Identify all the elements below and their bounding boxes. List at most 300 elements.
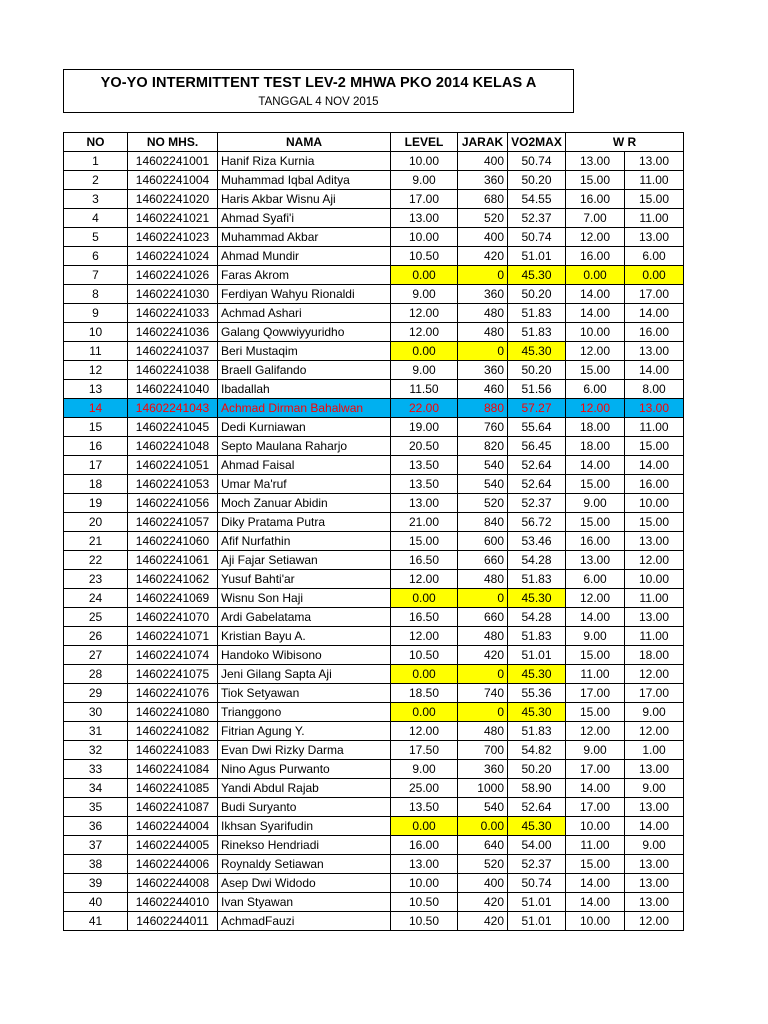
cell-level[interactable]: 13.00 [391,494,458,513]
cell-no[interactable]: 3 [64,190,128,209]
cell-nim[interactable]: 14602241048 [128,437,218,456]
cell-r[interactable]: 11.00 [625,627,684,646]
cell-jarak[interactable]: 480 [458,323,508,342]
cell-no[interactable]: 30 [64,703,128,722]
table-row[interactable] [64,190,684,209]
cell-no[interactable]: 23 [64,570,128,589]
cell-w[interactable]: 9.00 [566,741,625,760]
cell-jarak[interactable]: 1000 [458,779,508,798]
cell-nim[interactable]: 14602241045 [128,418,218,437]
cell-w[interactable]: 15.00 [566,475,625,494]
cell-nim[interactable]: 14602241074 [128,646,218,665]
cell-w[interactable]: 11.00 [566,836,625,855]
cell-jarak[interactable]: 400 [458,228,508,247]
cell-no[interactable]: 25 [64,608,128,627]
cell-level[interactable]: 13.50 [391,798,458,817]
cell-r[interactable]: 17.00 [625,285,684,304]
cell-nama[interactable]: Ahmad Faisal [218,456,391,475]
cell-w[interactable]: 15.00 [566,646,625,665]
table-row[interactable] [64,380,684,399]
cell-nim[interactable]: 14602241043 [128,399,218,418]
table-row[interactable] [64,760,684,779]
cell-no[interactable]: 40 [64,893,128,912]
cell-level[interactable]: 12.00 [391,323,458,342]
cell-vo2max[interactable]: 53.46 [508,532,566,551]
cell-vo2max[interactable]: 45.30 [508,817,566,836]
table-row[interactable] [64,418,684,437]
cell-nim[interactable]: 14602241087 [128,798,218,817]
cell-level[interactable]: 10.00 [391,874,458,893]
cell-w[interactable]: 14.00 [566,608,625,627]
table-row[interactable] [64,570,684,589]
cell-nim[interactable]: 14602244008 [128,874,218,893]
cell-level[interactable]: 13.00 [391,209,458,228]
cell-nama[interactable]: Kristian Bayu A. [218,627,391,646]
table-row[interactable] [64,741,684,760]
table-row[interactable] [64,912,684,931]
cell-vo2max[interactable]: 51.01 [508,247,566,266]
cell-level[interactable]: 13.50 [391,456,458,475]
cell-vo2max[interactable]: 50.74 [508,874,566,893]
cell-w[interactable]: 10.00 [566,912,625,931]
cell-nim[interactable]: 14602241026 [128,266,218,285]
cell-r[interactable]: 12.00 [625,722,684,741]
cell-r[interactable]: 1.00 [625,741,684,760]
cell-jarak[interactable]: 360 [458,760,508,779]
cell-level[interactable]: 10.50 [391,893,458,912]
cell-nama[interactable]: Achmad Ashari [218,304,391,323]
cell-vo2max[interactable]: 52.37 [508,494,566,513]
cell-vo2max[interactable]: 54.00 [508,836,566,855]
cell-nama[interactable]: Hanif Riza Kurnia [218,152,391,171]
table-row[interactable] [64,798,684,817]
cell-nim[interactable]: 14602241038 [128,361,218,380]
cell-w[interactable]: 14.00 [566,285,625,304]
cell-nim[interactable]: 14602241080 [128,703,218,722]
cell-no[interactable]: 27 [64,646,128,665]
cell-jarak[interactable]: 740 [458,684,508,703]
cell-no[interactable]: 17 [64,456,128,475]
table-row[interactable] [64,817,684,836]
cell-nama[interactable]: AchmadFauzi [218,912,391,931]
cell-vo2max[interactable]: 55.64 [508,418,566,437]
table-row[interactable] [64,513,684,532]
table-row[interactable] [64,171,684,190]
table-row[interactable] [64,437,684,456]
cell-r[interactable]: 14.00 [625,817,684,836]
cell-nama[interactable]: Rinekso Hendriadi [218,836,391,855]
cell-vo2max[interactable]: 52.64 [508,798,566,817]
table-row[interactable] [64,399,684,418]
cell-w[interactable]: 15.00 [566,513,625,532]
cell-vo2max[interactable]: 45.30 [508,266,566,285]
cell-w[interactable]: 17.00 [566,798,625,817]
cell-jarak[interactable]: 520 [458,494,508,513]
cell-no[interactable]: 34 [64,779,128,798]
cell-nama[interactable]: Jeni Gilang Sapta Aji [218,665,391,684]
cell-w[interactable]: 16.00 [566,532,625,551]
cell-w[interactable]: 7.00 [566,209,625,228]
cell-nama[interactable]: Handoko Wibisono [218,646,391,665]
cell-jarak[interactable]: 820 [458,437,508,456]
cell-jarak[interactable]: 600 [458,532,508,551]
cell-no[interactable]: 28 [64,665,128,684]
cell-nama[interactable]: Muhammad Akbar [218,228,391,247]
table-row[interactable] [64,475,684,494]
cell-w[interactable]: 12.00 [566,589,625,608]
table-row[interactable] [64,551,684,570]
cell-nama[interactable]: Fitrian Agung Y. [218,722,391,741]
cell-no[interactable]: 18 [64,475,128,494]
cell-nama[interactable]: Ahmad Mundir [218,247,391,266]
cell-vo2max[interactable]: 50.74 [508,152,566,171]
cell-nama[interactable]: Diky Pratama Putra [218,513,391,532]
cell-level[interactable]: 22.00 [391,399,458,418]
cell-no[interactable]: 8 [64,285,128,304]
cell-jarak[interactable]: 420 [458,247,508,266]
cell-jarak[interactable]: 460 [458,380,508,399]
cell-vo2max[interactable]: 51.83 [508,722,566,741]
cell-w[interactable]: 13.00 [566,152,625,171]
cell-vo2max[interactable]: 54.82 [508,741,566,760]
cell-r[interactable]: 13.00 [625,608,684,627]
cell-vo2max[interactable]: 50.20 [508,361,566,380]
cell-nama[interactable]: Ibadallah [218,380,391,399]
table-row[interactable] [64,703,684,722]
cell-w[interactable]: 15.00 [566,171,625,190]
cell-w[interactable]: 14.00 [566,874,625,893]
cell-w[interactable]: 6.00 [566,570,625,589]
table-row[interactable] [64,665,684,684]
cell-nama[interactable]: Wisnu Son Haji [218,589,391,608]
cell-r[interactable]: 14.00 [625,456,684,475]
cell-w[interactable]: 9.00 [566,494,625,513]
cell-level[interactable]: 18.50 [391,684,458,703]
cell-no[interactable]: 41 [64,912,128,931]
cell-vo2max[interactable]: 45.30 [508,703,566,722]
cell-level[interactable]: 11.50 [391,380,458,399]
cell-r[interactable]: 18.00 [625,646,684,665]
table-row[interactable] [64,361,684,380]
cell-level[interactable]: 12.00 [391,570,458,589]
table-row[interactable] [64,646,684,665]
header-nama[interactable]: NAMA [218,133,391,152]
cell-jarak[interactable]: 420 [458,893,508,912]
cell-level[interactable]: 15.00 [391,532,458,551]
cell-r[interactable]: 6.00 [625,247,684,266]
cell-r[interactable]: 16.00 [625,475,684,494]
cell-no[interactable]: 32 [64,741,128,760]
cell-w[interactable]: 0.00 [566,266,625,285]
cell-vo2max[interactable]: 51.83 [508,570,566,589]
cell-r[interactable]: 8.00 [625,380,684,399]
cell-w[interactable]: 12.00 [566,722,625,741]
cell-level[interactable]: 19.00 [391,418,458,437]
header-no[interactable]: NO [64,133,128,152]
cell-jarak[interactable]: 0 [458,589,508,608]
cell-w[interactable]: 12.00 [566,399,625,418]
cell-r[interactable]: 13.00 [625,342,684,361]
cell-nama[interactable]: Achmad Dirman Bahalwan [218,399,391,418]
cell-vo2max[interactable]: 51.01 [508,893,566,912]
cell-jarak[interactable]: 480 [458,304,508,323]
table-row[interactable] [64,627,684,646]
cell-nim[interactable]: 14602241037 [128,342,218,361]
cell-r[interactable]: 13.00 [625,874,684,893]
header-wr[interactable]: W R [566,133,684,152]
cell-r[interactable]: 9.00 [625,703,684,722]
cell-vo2max[interactable]: 52.37 [508,209,566,228]
cell-nama[interactable]: Ardi Gabelatama [218,608,391,627]
cell-nim[interactable]: 14602241056 [128,494,218,513]
cell-jarak[interactable]: 0.00 [458,817,508,836]
cell-w[interactable]: 14.00 [566,456,625,475]
cell-level[interactable]: 16.50 [391,551,458,570]
cell-nama[interactable]: Muhammad Iqbal Aditya [218,171,391,190]
cell-level[interactable]: 16.50 [391,608,458,627]
cell-nim[interactable]: 14602241075 [128,665,218,684]
header-level[interactable]: LEVEL [391,133,458,152]
cell-no[interactable]: 6 [64,247,128,266]
cell-jarak[interactable]: 420 [458,646,508,665]
cell-r[interactable]: 10.00 [625,494,684,513]
cell-level[interactable]: 12.00 [391,304,458,323]
cell-no[interactable]: 37 [64,836,128,855]
cell-r[interactable]: 11.00 [625,209,684,228]
cell-nama[interactable]: Moch Zanuar Abidin [218,494,391,513]
cell-nim[interactable]: 14602241060 [128,532,218,551]
cell-level[interactable]: 10.50 [391,247,458,266]
cell-r[interactable]: 15.00 [625,190,684,209]
cell-nama[interactable]: Budi Suryanto [218,798,391,817]
table-row[interactable] [64,342,684,361]
cell-r[interactable]: 13.00 [625,893,684,912]
cell-jarak[interactable]: 400 [458,152,508,171]
cell-jarak[interactable]: 360 [458,285,508,304]
table-row[interactable] [64,228,684,247]
cell-jarak[interactable]: 660 [458,551,508,570]
cell-no[interactable]: 7 [64,266,128,285]
cell-nama[interactable]: Beri Mustaqim [218,342,391,361]
cell-level[interactable]: 16.00 [391,836,458,855]
cell-nim[interactable]: 14602241024 [128,247,218,266]
cell-level[interactable]: 0.00 [391,589,458,608]
cell-nim[interactable]: 14602241030 [128,285,218,304]
cell-no[interactable]: 15 [64,418,128,437]
cell-nim[interactable]: 14602241061 [128,551,218,570]
cell-w[interactable]: 17.00 [566,684,625,703]
table-row[interactable] [64,209,684,228]
cell-level[interactable]: 0.00 [391,342,458,361]
cell-nim[interactable]: 14602244010 [128,893,218,912]
cell-nama[interactable]: Evan Dwi Rizky Darma [218,741,391,760]
cell-no[interactable]: 12 [64,361,128,380]
cell-vo2max[interactable]: 45.30 [508,665,566,684]
cell-level[interactable]: 9.00 [391,171,458,190]
cell-jarak[interactable]: 0 [458,342,508,361]
table-row[interactable] [64,304,684,323]
cell-jarak[interactable]: 360 [458,171,508,190]
cell-nim[interactable]: 14602241051 [128,456,218,475]
cell-w[interactable]: 10.00 [566,817,625,836]
cell-w[interactable]: 13.00 [566,551,625,570]
cell-nim[interactable]: 14602244011 [128,912,218,931]
cell-nim[interactable]: 14602241023 [128,228,218,247]
cell-w[interactable]: 14.00 [566,779,625,798]
table-row[interactable] [64,247,684,266]
cell-jarak[interactable]: 520 [458,855,508,874]
cell-w[interactable]: 12.00 [566,342,625,361]
cell-nama[interactable]: Nino Agus Purwanto [218,760,391,779]
cell-r[interactable]: 9.00 [625,836,684,855]
cell-jarak[interactable]: 640 [458,836,508,855]
cell-r[interactable]: 10.00 [625,570,684,589]
cell-no[interactable]: 14 [64,399,128,418]
cell-vo2max[interactable]: 52.64 [508,456,566,475]
cell-jarak[interactable]: 480 [458,627,508,646]
cell-r[interactable]: 13.00 [625,228,684,247]
cell-level[interactable]: 10.50 [391,912,458,931]
table-row[interactable] [64,532,684,551]
cell-vo2max[interactable]: 56.72 [508,513,566,532]
cell-r[interactable]: 12.00 [625,912,684,931]
cell-level[interactable]: 0.00 [391,665,458,684]
table-row[interactable] [64,608,684,627]
cell-jarak[interactable]: 880 [458,399,508,418]
cell-nim[interactable]: 14602244004 [128,817,218,836]
cell-w[interactable]: 14.00 [566,893,625,912]
cell-jarak[interactable]: 520 [458,209,508,228]
cell-w[interactable]: 15.00 [566,361,625,380]
cell-no[interactable]: 22 [64,551,128,570]
cell-no[interactable]: 31 [64,722,128,741]
table-row[interactable] [64,152,684,171]
cell-w[interactable]: 16.00 [566,190,625,209]
cell-r[interactable]: 11.00 [625,418,684,437]
table-row[interactable] [64,285,684,304]
cell-vo2max[interactable]: 52.64 [508,475,566,494]
cell-w[interactable]: 9.00 [566,627,625,646]
cell-vo2max[interactable]: 51.83 [508,627,566,646]
cell-r[interactable]: 13.00 [625,855,684,874]
cell-no[interactable]: 26 [64,627,128,646]
cell-level[interactable]: 20.50 [391,437,458,456]
cell-no[interactable]: 39 [64,874,128,893]
cell-level[interactable]: 10.00 [391,228,458,247]
cell-vo2max[interactable]: 58.90 [508,779,566,798]
cell-nim[interactable]: 14602241076 [128,684,218,703]
cell-no[interactable]: 16 [64,437,128,456]
cell-w[interactable]: 10.00 [566,323,625,342]
table-row[interactable] [64,266,684,285]
cell-level[interactable]: 9.00 [391,285,458,304]
cell-vo2max[interactable]: 57.27 [508,399,566,418]
cell-level[interactable]: 21.00 [391,513,458,532]
cell-nama[interactable]: Aji Fajar Setiawan [218,551,391,570]
cell-nama[interactable]: Trianggono [218,703,391,722]
table-row[interactable] [64,589,684,608]
cell-level[interactable]: 13.00 [391,855,458,874]
cell-no[interactable]: 38 [64,855,128,874]
cell-nim[interactable]: 14602241071 [128,627,218,646]
cell-level[interactable]: 10.50 [391,646,458,665]
cell-nama[interactable]: Umar Ma'ruf [218,475,391,494]
table-row[interactable] [64,684,684,703]
cell-jarak[interactable]: 840 [458,513,508,532]
cell-no[interactable]: 20 [64,513,128,532]
cell-level[interactable]: 17.50 [391,741,458,760]
cell-vo2max[interactable]: 50.20 [508,760,566,779]
cell-level[interactable]: 12.00 [391,722,458,741]
cell-w[interactable]: 12.00 [566,228,625,247]
cell-nim[interactable]: 14602241057 [128,513,218,532]
cell-nim[interactable]: 14602241082 [128,722,218,741]
cell-vo2max[interactable]: 50.20 [508,171,566,190]
cell-vo2max[interactable]: 50.74 [508,228,566,247]
cell-nama[interactable]: Afif Nurfathin [218,532,391,551]
cell-nim[interactable]: 14602241021 [128,209,218,228]
cell-nim[interactable]: 14602241036 [128,323,218,342]
cell-r[interactable]: 14.00 [625,361,684,380]
cell-nama[interactable]: Yandi Abdul Rajab [218,779,391,798]
cell-level[interactable]: 0.00 [391,266,458,285]
cell-r[interactable]: 13.00 [625,798,684,817]
cell-nama[interactable]: Ahmad Syafi'i [218,209,391,228]
header-nim[interactable]: NO MHS. [128,133,218,152]
cell-jarak[interactable]: 400 [458,874,508,893]
cell-vo2max[interactable]: 51.83 [508,323,566,342]
table-row[interactable] [64,722,684,741]
cell-r[interactable]: 11.00 [625,171,684,190]
cell-level[interactable]: 10.00 [391,152,458,171]
cell-w[interactable]: 11.00 [566,665,625,684]
cell-vo2max[interactable]: 51.83 [508,304,566,323]
cell-no[interactable]: 9 [64,304,128,323]
cell-vo2max[interactable]: 45.30 [508,589,566,608]
cell-vo2max[interactable]: 50.20 [508,285,566,304]
table-row[interactable] [64,836,684,855]
cell-jarak[interactable]: 760 [458,418,508,437]
table-row[interactable] [64,494,684,513]
cell-no[interactable]: 13 [64,380,128,399]
cell-nama[interactable]: Asep Dwi Widodo [218,874,391,893]
cell-nama[interactable]: Dedi Kurniawan [218,418,391,437]
cell-no[interactable]: 10 [64,323,128,342]
cell-nim[interactable]: 14602241083 [128,741,218,760]
cell-nim[interactable]: 14602241070 [128,608,218,627]
cell-w[interactable]: 6.00 [566,380,625,399]
table-row[interactable] [64,874,684,893]
cell-r[interactable]: 12.00 [625,551,684,570]
cell-no[interactable]: 29 [64,684,128,703]
cell-nama[interactable]: Septo Maulana Raharjo [218,437,391,456]
cell-w[interactable]: 16.00 [566,247,625,266]
cell-w[interactable]: 18.00 [566,437,625,456]
cell-jarak[interactable]: 480 [458,722,508,741]
table-row[interactable] [64,456,684,475]
cell-r[interactable]: 13.00 [625,152,684,171]
cell-no[interactable]: 24 [64,589,128,608]
header-vo2max[interactable]: VO2MAX [508,133,566,152]
cell-level[interactable]: 13.50 [391,475,458,494]
cell-nim[interactable]: 14602241084 [128,760,218,779]
cell-no[interactable]: 19 [64,494,128,513]
cell-nama[interactable]: Ivan Styawan [218,893,391,912]
cell-w[interactable]: 18.00 [566,418,625,437]
cell-nim[interactable]: 14602241085 [128,779,218,798]
cell-vo2max[interactable]: 51.01 [508,646,566,665]
cell-r[interactable]: 14.00 [625,304,684,323]
